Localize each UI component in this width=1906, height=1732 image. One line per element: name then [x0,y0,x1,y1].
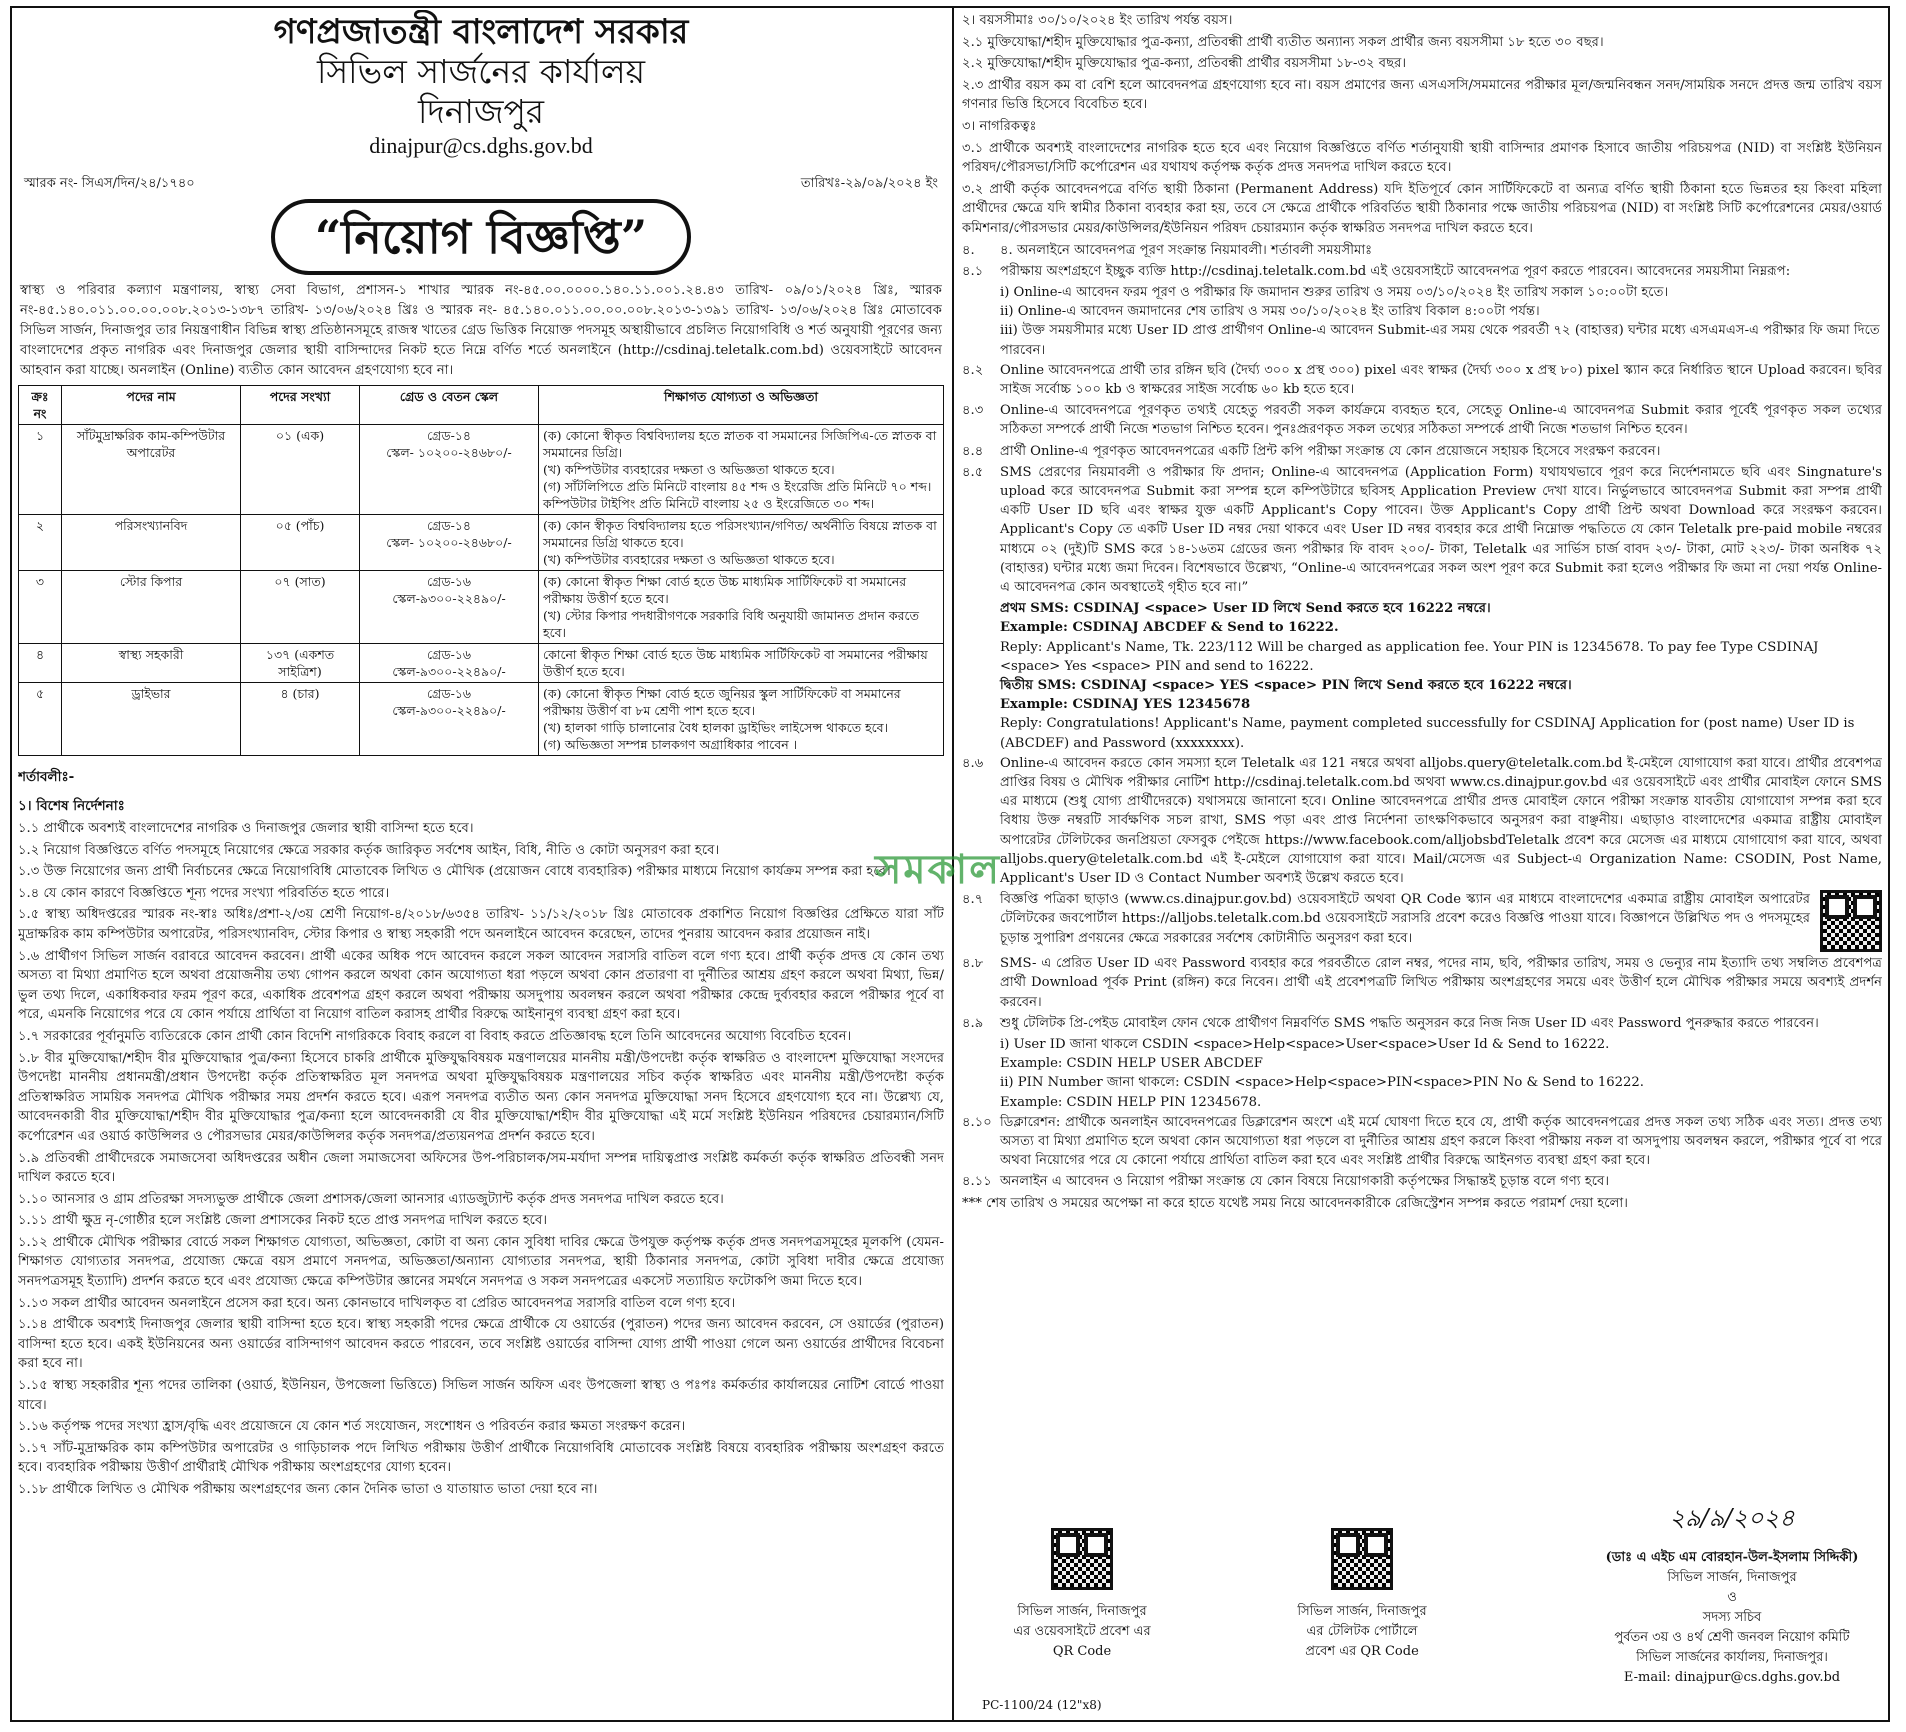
item-number: ৪.৭ [962,892,984,908]
row-post: স্বাস্থ্য সহকারী [62,644,241,683]
qr-code-icon[interactable] [1820,890,1882,952]
online-text: Online-এ আবেদন করতে কোন সমস্যা হলে Teletalk এর 121 নম্বরে অথবা alljobs.query@teletalk.com.bd ই-মেইলে যোগাযোগ করা যাবে। প্রার্থীর প্রবেশপত্র প্রাপ্তির বিষয় ও মৌখিক পরীক্ষার নোটিশ http://csdinaj.teletalk.com.bd অথবা www.cs.dinajpur.gov.bd এর ওয়েবসাইটে এবং প্রার্থীর মোবাইল ফোনে SMS এর মাধ্যমে (শুধু যোগ্য প্রার্থীদেরকে) যথাসময়ে জানানো হবে। Online আবেদনপত্রে প্রার্থীর প্রদত্ত মোবাইল ফোনে পরীক্ষা সংক্রান্ত যাবতীয় যোগাযোগ সম্পন্ন করা হবে বিধায় উক্ত নম্বরটি সার্বক্ষণিক সচল রাখা, SMS পড়া এবং প্রাপ্ত নির্দেশনা তাৎক্ষণিকভাবে অনুসরণ করা বাঞ্ছনীয়। এছাড়াও বাংলাদেশের একমাত্র রাষ্ট্রীয় মোবাইল অপারেটর টেলিটকের জনপ্রিয়তা ফেসবুক পেইজে https://www.facebook.com/alljobsbdTeletalk প্রবেশ করে মেসেজ এর মাধ্যমে যোগাযোগ করা যাবে, অথবা alljobs.query@teletalk.com.bd এই ই-মেইলে যোগাযোগ করা যাবে। Mail/মেসেজ এর Subject-এ Organization Name: CSODIN, Post Name, Applicant's User ID ও Contact Number অবশ্যই উল্লেখ করতে হবে। [1000,755,1882,887]
left-column [18,10,944,1718]
scale: স্কেল- ১০২০০-২৪৬৮০/- [386,445,512,460]
right-column [962,10,1882,1718]
online-text: SMS- এ প্রেরিত User ID এবং Password ব্যবহার করে পরবর্তীতে রোল নম্বর, পদের নাম, ছবি, পরীক্ষার তারিখ, সময় ও ভেন্যুর নাম ইত্যাদি তথ্য সম্বলিত প্রবেশপত্র প্রার্থী Download পূর্বক Print (রঙ্গিন) করে নিবেন। প্রার্থী এই প্রবেশপত্রটি লিখিত পরীক্ষায় অংশগ্রহণের সময়ে এবং উত্তীর্ণ হলে মৌখিক পরীক্ষার সময়ে অবশ্যই প্রদর্শন করবেন। [1000,956,1882,1010]
online-text: পরীক্ষায় অংশগ্রহণে ইচ্ছুক ব্যক্তি http://csdinaj.teletalk.com.bd এই ওয়েবসাইটে আবেদনপত্র পূরণ করতে পারবেন। আবেদনের সময়সীমা নিম্নরূপ: [1000,263,1791,279]
qr-teletalk-block [1262,1528,1462,1662]
row-grade [360,683,539,756]
online-text [1000,890,1882,952]
scale: স্কেল-৯৩০০-২২৪৯০/- [392,703,506,718]
online-text: SMS প্রেরণের নিয়মাবলী ও পরীক্ষার ফি প্রদান; Online-এ আবেদনপত্র (Application Form) যথাযথভাবে পূরণ করে নির্দেশনামতে ছবি এবং Singnature's upload করে আবেদনপত্র Submit করা সম্পন্ন হলে কম্পিউটারে ছবিসহ Application Preview দেখা যাবে। নির্ভুলভাবে আবেদনপত্র Submit করা সম্পন্ন প্রার্থী একটি User ID ছবি এবং স্বাক্ষর যুক্ত একটি Applicant's Copy পাবেন। উক্ত Applicant's Copy প্রার্থী প্রিন্ট অথবা Download করে সংরক্ষণ করবেন। Applicant's Copy তে একটি User ID নম্বর দেয়া থাকবে এবং User ID নম্বর ব্যবহার করে প্রার্থী নিম্নোক্ত পদ্ধতিতে যে কোন Teletalk pre-paid mobile নম্বরের মাধ্যমে ০২ (দুই)টি SMS করে ১৪-১৬তম গ্রেডের জন্য পরীক্ষার ফি বাবদ ২০০/- টাকা, Teletalk এর সার্ভিস চার্জ বাবদ ২৩/- টাকা, মোট ২২৩/- টাকা অনধিক ৭২ (বাহাত্তর) ঘন্টার মধ্যে জমা দিবেন। বিশেষভাবে উল্লেখ্য, “Online-এ আবেদনপত্রের সকল অংশ পূরণ করে Submit করা হলেও পরীক্ষার ফি জমা না দেয়া পর্যন্ত Online-এ আবেদনপত্র কোন অবস্থাতেই গৃহীত হবে না।” [1000,464,1882,595]
qr-caption: সিভিল সার্জন, দিনাজপুর [1017,1604,1147,1619]
qual-line: কোনো স্বীকৃত শিক্ষা বোর্ড হতে উচ্চ মাধ্যমিক সার্টিফিকেট বা সমমানের পরীক্ষায় উত্তীর্ণ হতে হবে। [543,647,928,679]
row-grade [360,515,539,571]
online-item [962,401,1882,439]
online-text: অনলাইন এ আবেদন ও নিয়োগ পরীক্ষা সংক্রান্ত যে কোন বিষয়ে নিয়োগকারী কর্তৃপক্ষের সিদ্ধান্তই চূড়ান্ত বলে গণ্য হবে। [1000,1174,1610,1190]
sms-second: দ্বিতীয় SMS: CSDINAJ <space> YES <space> PIN লিখে Send করতে হবে 16222 নম্বরে। [1000,678,1572,693]
item-number: ৪.৬ [962,755,984,771]
term-item: ১.৪ যে কোন কারণে বিজ্ঞপ্তিতে শূন্য পদের সংখ্যা পরিবর্তিত হতে পারে। [18,885,390,901]
section-special-instructions: ১। বিশেষ নির্দেশনাঃ [18,798,125,814]
term-item: ১.১৮ প্রার্থীকে লিখিত ও মৌখিক পরীক্ষায় অংশগ্রহণের জন্য কোন দৈনিক ভাতা ও যাতায়াত ভাতা দেয়া হবে না। [18,1482,598,1497]
col-post: পদের নাম [62,386,241,425]
table-row [19,683,944,756]
sms-first: প্রথম SMS: CSDINAJ <space> User ID লিখে Send করতে হবে 16222 নম্বরে। [1000,601,1491,617]
col-qualification: শিক্ষাগত যোগ্যতা ও অভিজ্ঞতা [539,386,944,425]
row-count: ০১ (এক) [241,425,360,515]
item-number: ৪.৫ [962,464,984,480]
online-item [962,463,1882,597]
online-item [962,262,1882,281]
online-heading-text: ৪. অনলাইনে আবেদনপত্র পূরণ সংক্রান্ত নিয়মাবলী। শর্তাবলী সময়সীমাঃ [1000,242,1373,258]
online-text: ডিক্লারেশন: প্রার্থীকে অনলাইন আবেদনপত্রের ডিক্লারেশন অংশে এই মর্মে ঘোষণা দিতে হবে যে, প্রার্থী কর্তৃক আবেদনপত্রের প্রদত্ত সকল তথ্য সঠিক এবং সত্য। প্রদত্ত তথ্য অসত্য বা মিথ্যা প্রমাণিত হলে অথবা কোন অযোগ্যতা ধরা পড়লে বা দুর্নীতির আশ্রয় গ্রহণ করলে কিংবা পরীক্ষায় নকল বা অসদুপায় অবলম্বন করলে, পরীক্ষার পূর্বে বা পরে অথবা নিয়োগের পরে যে কোনো পর্যায়ে প্রার্থিতা বাতিল করা হবে এবং সংশ্লিষ্ট প্রার্থীর বিরুদ্ধে আইনগত ব্যবস্থা গ্রহণ করা হবে। [1000,1114,1882,1169]
col-grade: গ্রেড ও বেতন স্কেল [360,386,539,425]
notice-date: তারিখঃ-২৯/০৯/২০২৪ ইং [800,176,938,191]
sms-reply: Reply: Applicant's Name, Tk. 223/112 Will be charged as application fee. Your PIN is 12345678. To pay fee Type CSDINAJ <space> Yes <space> PIN and send to 16222. [1000,639,1819,674]
qual-line: (খ) হালকা গাড়ি চালানোর বৈধ হালকা ড্রাইভিং লাইসেন্স থাকতে হবে। [543,720,889,735]
row-post: পরিসংখ্যানবিদ [62,515,241,571]
table-header-row [19,386,944,425]
online-item [962,890,1882,952]
table-row [19,425,944,515]
term-item: ১.১৪ প্রার্থীকে অবশ্যই দিনাজপুর জেলার স্থায়ী বাসিন্দা হতে হবে। স্বাস্থ্য সহকারী পদের ক্ষেত্রে প্রার্থীকে যে ওয়ার্ডের (পুরাতন) পদের জন্য আবেদন করবেন, সে ওয়ার্ডের (পুরাতন) বাসিন্দা হতে হবে। একই ইউনিয়নের অন্য ওয়ার্ডের বাসিন্দাগণ আবেদন করতে পারবেন, তবে সংশ্লিষ্ট ওয়ার্ডের বাসিন্দা যোগ্য প্রার্থী পাওয়া গেলে অন্য ওয়ার্ডের প্রার্থীদের বিবেচনা করা হবে না। [18,1317,944,1372]
age-item: ২.১ মুক্তিযোদ্ধা/শহীদ মুক্তিযোদ্ধার পুত্র-কন্যা, প্রতিবন্ধী প্রার্থী ব্যতীত অন্যান্য সকল প্রার্থীর জন্য বয়সসীমা ১৮ হতে ৩০ বছর। [962,34,1604,50]
scale: স্কেল-৯৩০০-২২৪৯০/- [392,591,506,606]
schedule-line: i) Online-এ আবেদন ফরম পূরণ ও পরীক্ষার ফি জমাদান শুরুর তারিখ ও সময় ০৩/১০/২০২৪ ইং তারিখ সকাল ১০:০০টা হতে। [1000,284,1669,300]
item-number: ৪.১০ [962,1114,992,1130]
office-name: সিভিল সার্জনের কার্যালয় [316,52,646,91]
term-item: ১.১০ আনসার ও গ্রাম প্রতিরক্ষা সদস্যভুক্ত প্রার্থীকে জেলা প্রশাসক/জেলা আনসার এ্যাডজুট্যান্ট কর্তৃক প্রদত্ত সনদপত্র দাখিল করতে হবে। [18,1191,724,1207]
title-wrap [18,199,944,275]
item-number: ৪.৮ [962,956,984,972]
district-name: দিনাজপুর [417,92,545,131]
online-heading [962,241,1882,260]
notice-title: “নিয়োগ বিজ্ঞপ্তি” [271,199,691,275]
row-serial: ৩ [19,571,62,644]
header [18,12,944,160]
row-count: ১৩৭ (একশত সাইত্রিশ) [241,644,360,683]
term-item: ১.১৬ কর্তৃপক্ষ পদের সংখ্যা হ্রাস/বৃদ্ধি এবং প্রয়োজনে যে কোন শর্ত সংযোজন, সংশোধন ও পরিবর্তন করার ক্ষমতা সংরক্ষণ করেন। [18,1419,686,1435]
recovery-example: Example: CSDIN HELP USER ABCDEF [1000,1056,1263,1072]
office-email[interactable]: dinajpur@cs.dghs.gov.bd [369,133,593,158]
online-text: Online-এ আবেদনপত্রে পূরণকৃত তথ্যই যেহেতু পরবর্তী সকল কার্যক্রমে ব্যবহৃত হবে, সেহেতু Online-এ আবেদনপত্র Submit করার পূর্বেই পূরণকৃত সকল তথ্যের সঠিকতা সম্পর্কে প্রার্থী নিজে শতভাগ নিশ্চিত হবেন। পুনঃপ্রূরণকৃত সকল তথ্যের সঠিকতা সম্পর্কে প্রার্থী নিজে শতভাগ নিশ্চিত হবেন। [1000,403,1882,438]
posts-table [18,385,944,756]
col-count: পদের সংখ্যা [241,386,360,425]
age-item: ২.৩ প্রার্থীর বয়স কম বা বেশি হলে আবেদনপত্র গ্রহণযোগ্য হবে না। বয়স প্রমাণের জন্য এসএসসি/সমমানের পরীক্ষার মূল/জন্মনিবন্ধন সনদ/সাময়িক সনদে প্রদত্ত জন্ম তারিখ বয়স গণনার ভিত্তি হিসেবে বিবেচিত হবে। [962,77,1882,113]
term-item: ১.২ নিয়োগ বিজ্ঞপ্তিতে বর্ণিত পদসমূহে নিয়োগের ক্ষেত্রে সরকার কর্তৃক জারিকৃত সর্বশেষ আইন, বিধি, নীতি ও কোটা অনুসরণ করা হবে। [18,842,720,858]
qual-line: (ক) কোনো স্বীকৃত শিক্ষা বোর্ড হতে জুনিয়র স্কুল সার্টিফিকেট বা সমমানের পরীক্ষায় উত্তীর্ণ বা ৮ম শ্রেণী পাশ হতে হবে। [543,686,901,718]
signer-line: সিভিল সার্জন, দিনাজপুর [1667,1570,1797,1585]
sms-example: Example: CSDINAJ YES 12345678 [1000,697,1251,713]
term-item: ১.১৫ স্বাস্থ্য সহকারীর শূন্য পদের তালিকা (ওয়ার্ড, ইউনিয়ন, উপজেলা ভিত্তিতে) সিভিল সার্জন অফিস এবং উপজেলা স্বাস্থ্য ও পঃপঃ কর্মকর্তার কার্যালয়ের নোটিশ বোর্ডে পাওয়া যাবে। [18,1378,944,1413]
item-number: ৪.১ [962,263,984,279]
signature-block [1592,1504,1872,1688]
scale: স্কেল- ১০২০০-২৪৬৮০/- [386,535,512,550]
term-item: ১.১৩ সকল প্রার্থীর আবেদন অনলাইনে প্রসেস করা হবে। অন্য কোনভাবে দাখিলকৃত বা প্রেরিত আবেদনপত্র সরাসরি বাতিল বলে গণ্য হবে। [18,1295,736,1311]
qual-line: (খ) কম্পিউটার ব্যবহারের দক্ষতা ও অভিজ্ঞতা থাকতে হবে। [543,552,835,567]
citizenship-item: ৩.১ প্রার্থীকে অবশ্যই বাংলাদেশের নাগরিক হতে হবে এবং নিয়োগ বিজ্ঞপ্তিতে বর্ণিত শর্তানুযায়ী স্থায়ী বাসিন্দার প্রমাণক হিসাবে জাতীয় পরিচয়পত্র (NID) বা সংশ্লিষ্ট ইউনিয়ন পরিষদ/পৌরসভা/সিটি কর্পোরেশন এর যথাযথ কর্তৃপক্ষ কর্তৃক প্রদত্ত সনদপত্র দাখিল করতে হবে। [962,140,1882,176]
item-number: ৪. [962,242,975,258]
newspaper-watermark: সমকাল [875,846,1002,893]
signature: ২৯/৯/২০২৪ [1669,1504,1795,1532]
row-post: স্টোর কিপার [62,571,241,644]
term-item: ১.১৭ সাঁট-মুদ্রাক্ষরিক কাম কম্পিউটার অপারেটর ও গাড়িচালক পদে লিখিত পরীক্ষায় উত্তীর্ণ প্রার্থীকে নিয়োগবিধি মোতাবেক সংশ্লিষ্ট বিষয়ে ব্যবহারিক পরীক্ষায় অংশগ্রহণ করতে হবে। ব্যবহারিক পরীক্ষায় উত্তীর্ণ প্রার্থীরাই মৌখিক পরীক্ষায় অংশগ্রহণের যোগ্য হবেন। [18,1440,944,1476]
intro-paragraph: স্বাস্থ্য ও পরিবার কল্যাণ মন্ত্রণালয়, স্বাস্থ্য সেবা বিভাগ, প্রশাসন-১ শাখার স্মারক নং-৪৫.০০.০০০০.১৪০.১১.০০১.২৪.৪৩ তারিখ- ০৯/০১/২০২৪ খ্রিঃ, স্মারক নং-৪৫.১৪০.০১১.০০.০০.০০৮.২০১৩-১৩৮৭ তারিখ- ১৩/০৬/২০২৪ খ্রিঃ ও স্মারক নং- ৪৫.১৪০.০১১.০০.০০.০০৮.২০১৩-১৩৯১ তারিখ- ১৩/০৬/২০২৪ খ্রিঃ মোতাবেক সিভিল সার্জন, দিনাজপুর তার নিয়ন্ত্রণাধীন বিভিন্ন স্বাস্থ্য প্রতিষ্ঠানসমূহে রাজস্ব খাতের গ্রেড ভিত্তিক নিয়োক্ত পদসমূহ অস্থায়ীভাবে প্রচলিত নিয়োগবিধি ও শর্ত অনুযায়ী পূরণের জন্য বাংলাদেশের প্রকৃত নাগরিক এবং দিনাজপুর জেলার স্থায়ী বাসিন্দাদের নিকট হতে নিম্নে বর্ণিত শর্তে অনলাইনে (http://csdinaj.teletalk.com.bd) ওয়েবসাইটে আবেদন আহবান করা যাচ্ছে। অনলাইন (Online) ব্যতীত কোন আবেদন গ্রহণযোগ্য হবে না। [20,283,942,378]
signer-line: সদস্য সচিব [1702,1610,1762,1625]
qr-caption: QR Code [1052,1644,1112,1659]
online-item [962,1014,1882,1033]
reference-row [18,174,944,195]
table-row [19,644,944,683]
qual-line: (খ) কম্পিউটার ব্যবহারের দক্ষতা ও অভিজ্ঞতা থাকতে হবে। [543,462,835,477]
qr-caption: সিভিল সার্জন, দিনাজপুর [1297,1604,1427,1619]
qual-line: (গ) অভিজ্ঞতা সম্পন্ন চালকগণ অগ্রাধিকার পাবেন । [543,737,798,752]
sms-example: Example: CSDINAJ ABCDEF & Send to 16222. [1000,620,1339,636]
online-item [962,361,1882,399]
gov-name: গণপ্রজাতন্ত্রী বাংলাদেশ সরকার [273,12,689,52]
qual-line: (ক) কোনো স্বীকৃত শিক্ষা বোর্ড হতে উচ্চ মাধ্যমিক সার্টিফিকেট বা সমমানের পরীক্ষায় উত্তীর্ণ হতে হবে। [543,574,907,606]
sms-reply: Reply: Congratulations! Applicant's Name, payment completed successfully for CSDINAJ Application for (post name) User ID is (ABCDEF) and Password (xxxxxxxx). [1000,716,1855,751]
term-item: ১.৩ উক্ত নিয়োগের জন্য প্রার্থী নির্বাচনের ক্ষেত্রে নিয়োগবিধি মোতাবেক লিখিত ও মৌখিক (প্রয়োজন বোধে ব্যবহারিক) পরীক্ষার মাধ্যমে নিয়োগ কার্যক্রম সম্পন্ন করা হবে। [18,864,891,880]
online-text: প্রার্থী Online-এ পূরণকৃত আবেদনপত্রের একটি প্রিন্ট কপি পরীক্ষা সংক্রান্ত যে কোন প্রয়োজনে সহায়ক হিসেবে সংরক্ষণ করবেন। [1000,443,1661,459]
row-qualification [539,571,944,644]
qual-line: (গ) সাঁটলিপিতে প্রতি মিনিটে বাংলায় ৪৫ শব্দ ও ইংরেজি প্রতি মিনিটে ৭০ শব্দ। কম্পিউটার টাইপিং প্রতি মিনিটে বাংলায় ২৫ ও ইংরেজিতে ৩০ শব্দ। [543,479,932,511]
row-qualification [539,515,944,571]
grade: গ্রেড-১৪ [426,428,472,443]
schedule-line: ii) Online-এ আবেদন জমাদানের শেষ তারিখ ও সময় ৩০/১০/২০২৪ ইং তারিখ বিকাল ৪:০০টা পর্যন্ত। [1000,304,1540,320]
term-item: ১.১ প্রার্থীকে অবশ্যই বাংলাদেশের নাগরিক ও দিনাজপুর জেলার স্থায়ী বাসিন্দা হতে হবে। [18,821,474,836]
row-post: সাঁটমুদ্রাক্ষরিক কাম-কম্পিউটার অপারেটর [62,425,241,515]
citizenship-item: ৩.২ প্রার্থী কর্তৃক আবেদনপত্রে বর্ণিত স্থায়ী ঠিকানা (Permanent Address) যদি ইতিপূর্বে কোন সার্টিফিকেটে বা অন্যত্র বর্ণিত স্থায়ী ঠিকানা হতে ভিন্নতর হয় কিংবা মহিলা প্রার্থীদের ক্ষেত্রে যদি স্বামীর ঠিকানা ব্যবহার করা হয়, তবে সে ক্ষেত্রে প্রার্থীকে পরিবর্তিত স্থায়ী ঠিকানার পক্ষে জাতীয় পরিচয়পত্র (NID) বা সংশ্লিষ্ট সিটি কর্পোরেশনের মেয়র/ওয়ার্ড কমিশনার/পৌরসভার মেয়র/কাউন্সিলর/ইউনিয়ন পরিষদ চেয়ারম্যান কর্তৃক স্বাক্ষরিত সনদপত্র দাখিল করতে হবে। [962,181,1882,236]
online-text: Online আবেদনপত্রে প্রার্থী তার রঙ্গিন ছবি (দৈর্ঘ্য ৩০০ x প্রস্থ ৩০০) pixel এবং স্বাক্ষর (দৈর্ঘ্য ৩০০ x প্রস্থ ৮০) pixel স্ক্যান করে নির্ধারিত স্থানে Upload করবেন। ছবির সাইজ সর্বোচ্চ ১০০ kb ও স্বাক্ষরের সাইজ সর্বোচ্চ ৬০ kb হতে হবে। [1000,362,1882,397]
grade: গ্রেড-১৬ [426,686,472,701]
qr-caption: এর ওয়েবসাইটে প্রবেশ এর [1013,1624,1151,1639]
qual-line: (খ) স্টোর কিপার পদধারীগণকে সরকারি বিধি অনুযায়ী জামানত প্রদান করতে হবে। [543,608,919,640]
print-code: PC-1100/24 (12"x8) [982,1698,1102,1712]
recovery-example: Example: CSDIN HELP PIN 12345678. [1000,1094,1262,1110]
row-grade [360,571,539,644]
qr-caption: এর টেলিটক পোর্টালে [1306,1624,1418,1639]
item-number: ৪.৩ [962,403,984,419]
row-grade [360,425,539,515]
qual-line: (ক) কোনো স্বীকৃত বিশ্ববিদ্যালয় হতে স্নাতক বা সমমানের সিজিপিএ-তে স্নাতক বা সমমানের ডিগ্রি। [543,428,937,460]
recovery-line: ii) PIN Number জানা থাকলে: CSDIN <space>Help<space>PIN<space>PIN No & Send to 16222. [1000,1075,1644,1091]
term-item: ১.৬ প্রার্থীগণ সিভিল সার্জন বরাবরে আবেদন করবেন। প্রার্থী একের অধিক পদে আবেদন করলে সকল আবেদন সরাসরি বাতিল বলে গণ্য হবে। প্রার্থী কর্তৃক প্রদত্ত যে কোন তথ্য অসত্য বা মিথ্যা প্রমাণিত হলে অথবা প্রয়োজনীয় তথ্য গোপন করলে অথবা কোন অযোগ্যতা ধরা পড়লে অথবা কোন প্রতারণা বা দুর্নীতির আশ্রয় গ্রহণ করলে অথবা মিথ্যা, ভিন্ন/ভুল তথ্য দিলে, একাধিকবার ফরম পূরণ করে, একাধিক প্রবেশপত্র গ্রহণ করলে অথবা পরীক্ষায় অসদুপায় অবলম্বন করলে অথবা পরীক্ষার কেন্দ্রে দুর্ব্যবহার করলে পরীক্ষার পূর্বে বা পরে, এমনকি নিয়োগের পরে যে কোন পর্যায়ে প্রার্থিতা বা নিয়োগ বাতিল করাসহ প্রার্থীর বিরুদ্ধে আইনানুগ ব্যবস্থা গ্রহণ করা হবে। [18,948,944,1023]
advisory-note: *** শেষ তারিখ ও সময়ের অপেক্ষা না করে হাতে যথেষ্ট সময় নিয়ে আবেদনকারীকে রেজিস্ট্রেশন সম্পন্ন করতে পরামর্শ দেয়া হলো। [962,1195,1628,1211]
recovery-line: i) User ID জানা থাকলে CSDIN <space>Help<space>User<space>User Id & Send to 16222. [1000,1037,1610,1053]
item-number: ৪.৪ [962,443,984,459]
table-row [19,515,944,571]
row-qualification [539,425,944,515]
grade: গ্রেড-১৬ [426,574,472,589]
online-item [962,442,1882,461]
qr-code-icon[interactable] [1051,1528,1113,1590]
footer [962,1504,1882,1718]
item-number: ৪.১১ [962,1174,992,1190]
age-item: ২.২ মুক্তিযোদ্ধা/শহীদ মুক্তিযোদ্ধার পুত্র-কন্যা, প্রতিবন্ধী প্রার্থীর বয়সসীমা ১৮-৩২ বছর। [962,56,1407,72]
online-item [962,1172,1882,1191]
row-serial: ১ [19,425,62,515]
signer-line: সিভিল সার্জনের কার্যালয়, দিনাজপুর। [1636,1650,1828,1665]
col-serial: ক্রঃ নং [19,386,62,425]
term-item: ১.৭ সরকারের পূর্বানুমতি ব্যতিরেকে কোন প্রার্থী কোন বিদেশি নাগরিককে বিবাহ করলে বা বিবাহ করতে প্রতিজ্ঞাবদ্ধ হলে তিনি আবেদনের অযোগ্য বিবেচিত হবেন। [18,1028,852,1044]
term-item: ১.৫ স্বাস্থ্য অধিদপ্তরের স্মারক নং-স্বাঃ অধিঃ/প্রশা-২/৩য় শ্রেণী নিয়োগ-৪/২০১৮/৬৩৫৪ তারিখ- ১১/১২/২০১৮ খ্রিঃ মোতাবেক প্রকাশিত নিয়োগ বিজ্ঞপ্তির প্রেক্ষিতে যারা সাঁট মুদ্রাক্ষরিক কাম কম্পিউটার অপারেটর, পরিসংখ্যানবিদ, স্টোর কিপার ও স্বাস্থ্য সহকারী পদে অনলাইনে আবেদন করেছেন, তাদের পুনরায় আবেদন করার প্রয়োজন নাই। [18,907,944,942]
item-number: ৪.২ [962,362,984,378]
age-limit: ২। বয়সসীমাঃ ৩০/১০/২০২৪ ইং তারিখ পর্যন্ত বয়স। [962,13,1233,28]
online-item [962,1113,1882,1171]
citizenship-heading: ৩। নাগরিকত্বঃ [962,118,1037,134]
row-serial: ২ [19,515,62,571]
row-qualification [539,683,944,756]
row-count: ৪ (চার) [241,683,360,756]
term-item: ১.৯ প্রতিবন্ধী প্রার্থীদেরকে সমাজসেবা অধিদপ্তরের অধীন জেলা সমাজসেবা অফিসের উপ-পরিচালক/সম-মর্যাদা সম্পন্ন দায়িত্বপ্রাপ্ত সংশ্লিষ্ট কর্মকর্তা কর্তৃক স্বাক্ষরিত প্রতিবন্ধী সনদ দাখিল করতে হবে। [18,1150,944,1186]
signer-line: ও [1727,1590,1737,1605]
left-items [18,819,944,1500]
row-post: ড্রাইভার [62,683,241,756]
qr-code-icon[interactable] [1331,1528,1393,1590]
row-serial: ৪ [19,644,62,683]
signer-line: পুর্বতন ৩য় ও ৪র্থ শ্রেণী জনবল নিয়োগ কমিটি [1614,1630,1850,1645]
row-qualification [539,644,944,683]
online-text: শুধু টেলিটক প্রি-পেইড মোবাইল ফোন থেকে প্রার্থীগণ নিম্নবর্ণিত SMS পদ্ধতি অনুসরন করে নিজ নিজ User ID এবং Password পুনরুদ্ধার করতে পারবেন। [1000,1015,1819,1031]
signer-name: (ডাঃ এ এইচ এম বোরহান-উল-ইসলাম সিদ্দিকী) [1605,1550,1859,1565]
qual-line: (ক) কোন স্বীকৃত বিশ্ববিদ্যালয় হতে পরিসংখ্যান/গণিত/ অর্থনীতি বিষয়ে স্নাতক বা সমমানের ডিগ্রি থাকতে হবে। [543,518,937,550]
term-item: ১.৮ বীর মুক্তিযোদ্ধা/শহীদ বীর মুক্তিযোদ্ধার পুত্র/কন্যা হিসেবে চাকরি প্রার্থীকে মুক্তিযুদ্ধবিষয়ক মন্ত্রণালয়ের মাননীয় মন্ত্রী/উপদেষ্টা কর্তৃক স্বাক্ষরিত ও বাংলাদেশ মুক্তিযোদ্ধা সংসদের উপদেষ্টা মাননীয় প্রধানমন্ত্রী/প্রধান উপদেষ্টা কর্তৃক প্রতিস্বাক্ষরিত মূল সনদপত্র অথবা মুক্তিযুদ্ধবিষয়ক মন্ত্রণালয়ের সচিব কর্তৃক স্বাক্ষরিত এবং মাননীয় মন্ত্রী/উপদেষ্টা কর্তৃক প্রতিস্বাক্ষরিত সাময়িক সনদপত্র মৌখিক পরীক্ষার সময় প্রদর্শন করতে হবে। এরূপ সনদপত্র ব্যতীত অন্য কোন সনদপত্র মুক্তিযোদ্ধা সনদ হিসেবে গ্রহণযোগ্য হবে না। উল্লেখ্য যে, আবেদনকারী বীর মুক্তিযোদ্ধা/শহীদ বীর মুক্তিযোদ্ধার পুত্র/কন্যা হলে আবেদনকারী যে বীর মুক্তিযোদ্ধা/শহীদ বীর মুক্তিযোদ্ধা এই মর্মে সংশ্লিষ্ট ইউনিয়ন পরিষদের চেয়ারম্যান/সিটি কর্পোরেশন এর ওয়ার্ড কাউন্সিলর ও পৌরসভার মেয়র/কাউন্সিলর কর্তৃক সনদপত্র/প্রত্যয়নপত্র প্রদর্শন করতে হবে। [18,1050,944,1144]
online-text-47: বিজ্ঞপ্তি পত্রিকা ছাড়াও (www.cs.dinajpur.gov.bd) ওয়েবসাইটে অথবা QR Code স্ক্যান এর মাধ্যমে বাংলাদেশের একমাত্র রাষ্ট্রীয় মোবাইল অপারেটর টেলিটকের জবপোর্টাল https://alljobs.teletalk.com.bd ওয়েবসাইটে সরাসরি প্রবেশ করেও বিজ্ঞপ্তি পাওয়া যাবে। বিজ্ঞাপনে উল্লিখিত পদ ও পদসমূহের চূড়ান্ত সুপারিশ প্রণয়নের ক্ষেত্রে সরকারের সর্বশেষ কোটানীতি অনুসরণ করা হবে। [1000,892,1810,946]
online-item [962,954,1882,1012]
table-row [19,571,944,644]
online-item [962,754,1882,888]
row-count: ০৫ (পাঁচ) [241,515,360,571]
row-serial: ৫ [19,683,62,756]
row-grade [360,644,539,683]
term-item: ১.১১ প্রার্থী ক্ষুদ্র নৃ-গোষ্ঠীর হলে সংশ্লিষ্ট জেলা প্রশাসকের নিকট হতে প্রাপ্ত সনদপত্র দাখিল করতে হবে। [18,1213,548,1229]
terms-title: শর্তাবলীঃ- [18,769,75,785]
row-count: ০৭ (সাত) [241,571,360,644]
item-number: ৪.৯ [962,1015,984,1031]
scale: স্কেল-৯৩০০-২২৪৯০/- [392,664,506,679]
memo-number: স্মারক নং- সিএস/দিন/২৪/১৭৪০ [24,176,195,191]
qr-website-block [982,1528,1182,1662]
grade: গ্রেড-১৬ [426,647,472,662]
schedule-line: iii) উক্ত সময়সীমার মধ্যে User ID প্রাপ্ত প্রার্থীগণ Online-এ আবেদন Submit-এর সময় থেকে পরবর্তী ৭২ (বাহাত্তর) ঘন্টার মধ্যে এসএমএস-এ পরীক্ষার ফি জমা দিতে পারবেন। [1000,323,1880,358]
signer-email[interactable]: E-mail: dinajpur@cs.dghs.gov.bd [1623,1670,1841,1685]
term-item: ১.১২ প্রার্থীকে মৌখিক পরীক্ষার বোর্ডে সকল শিক্ষাগত যোগ্যতা, অভিজ্ঞতা, কোটা বা অন্য কোন সুবিধা দাবির ক্ষেত্রে উপযুক্ত কর্তৃপক্ষ কর্তৃক প্রদত্ত সনদপত্রসমূহের মূলকপি (যেমন- শিক্ষাগত যোগ্যতার সনদপত্র, প্রযোজ্য ক্ষেত্রে বয়স প্রমাণে সনদপত্র, অভিজ্ঞতা/অন্যান্য যোগ্যতার সনদপত্র, স্থায়ী ঠিকানার সনদপত্র, কোটা সুবিধা দাবীর ক্ষেত্রে প্রযোজ্য সনদপত্রসমূহ ইত্যাদি) প্রদর্শন করতে হবে এবং প্রযোজ্য ক্ষেত্রে কম্পিউটার জ্ঞানের সমর্থনে সনদপত্র ও সকল সনদপত্রের একসেট সত্যায়িত ফটোকপি জমা দিতে হবে। [18,1234,944,1290]
qr-caption: প্রবেশ এর QR Code [1305,1644,1419,1659]
grade: গ্রেড-১৪ [426,518,472,533]
